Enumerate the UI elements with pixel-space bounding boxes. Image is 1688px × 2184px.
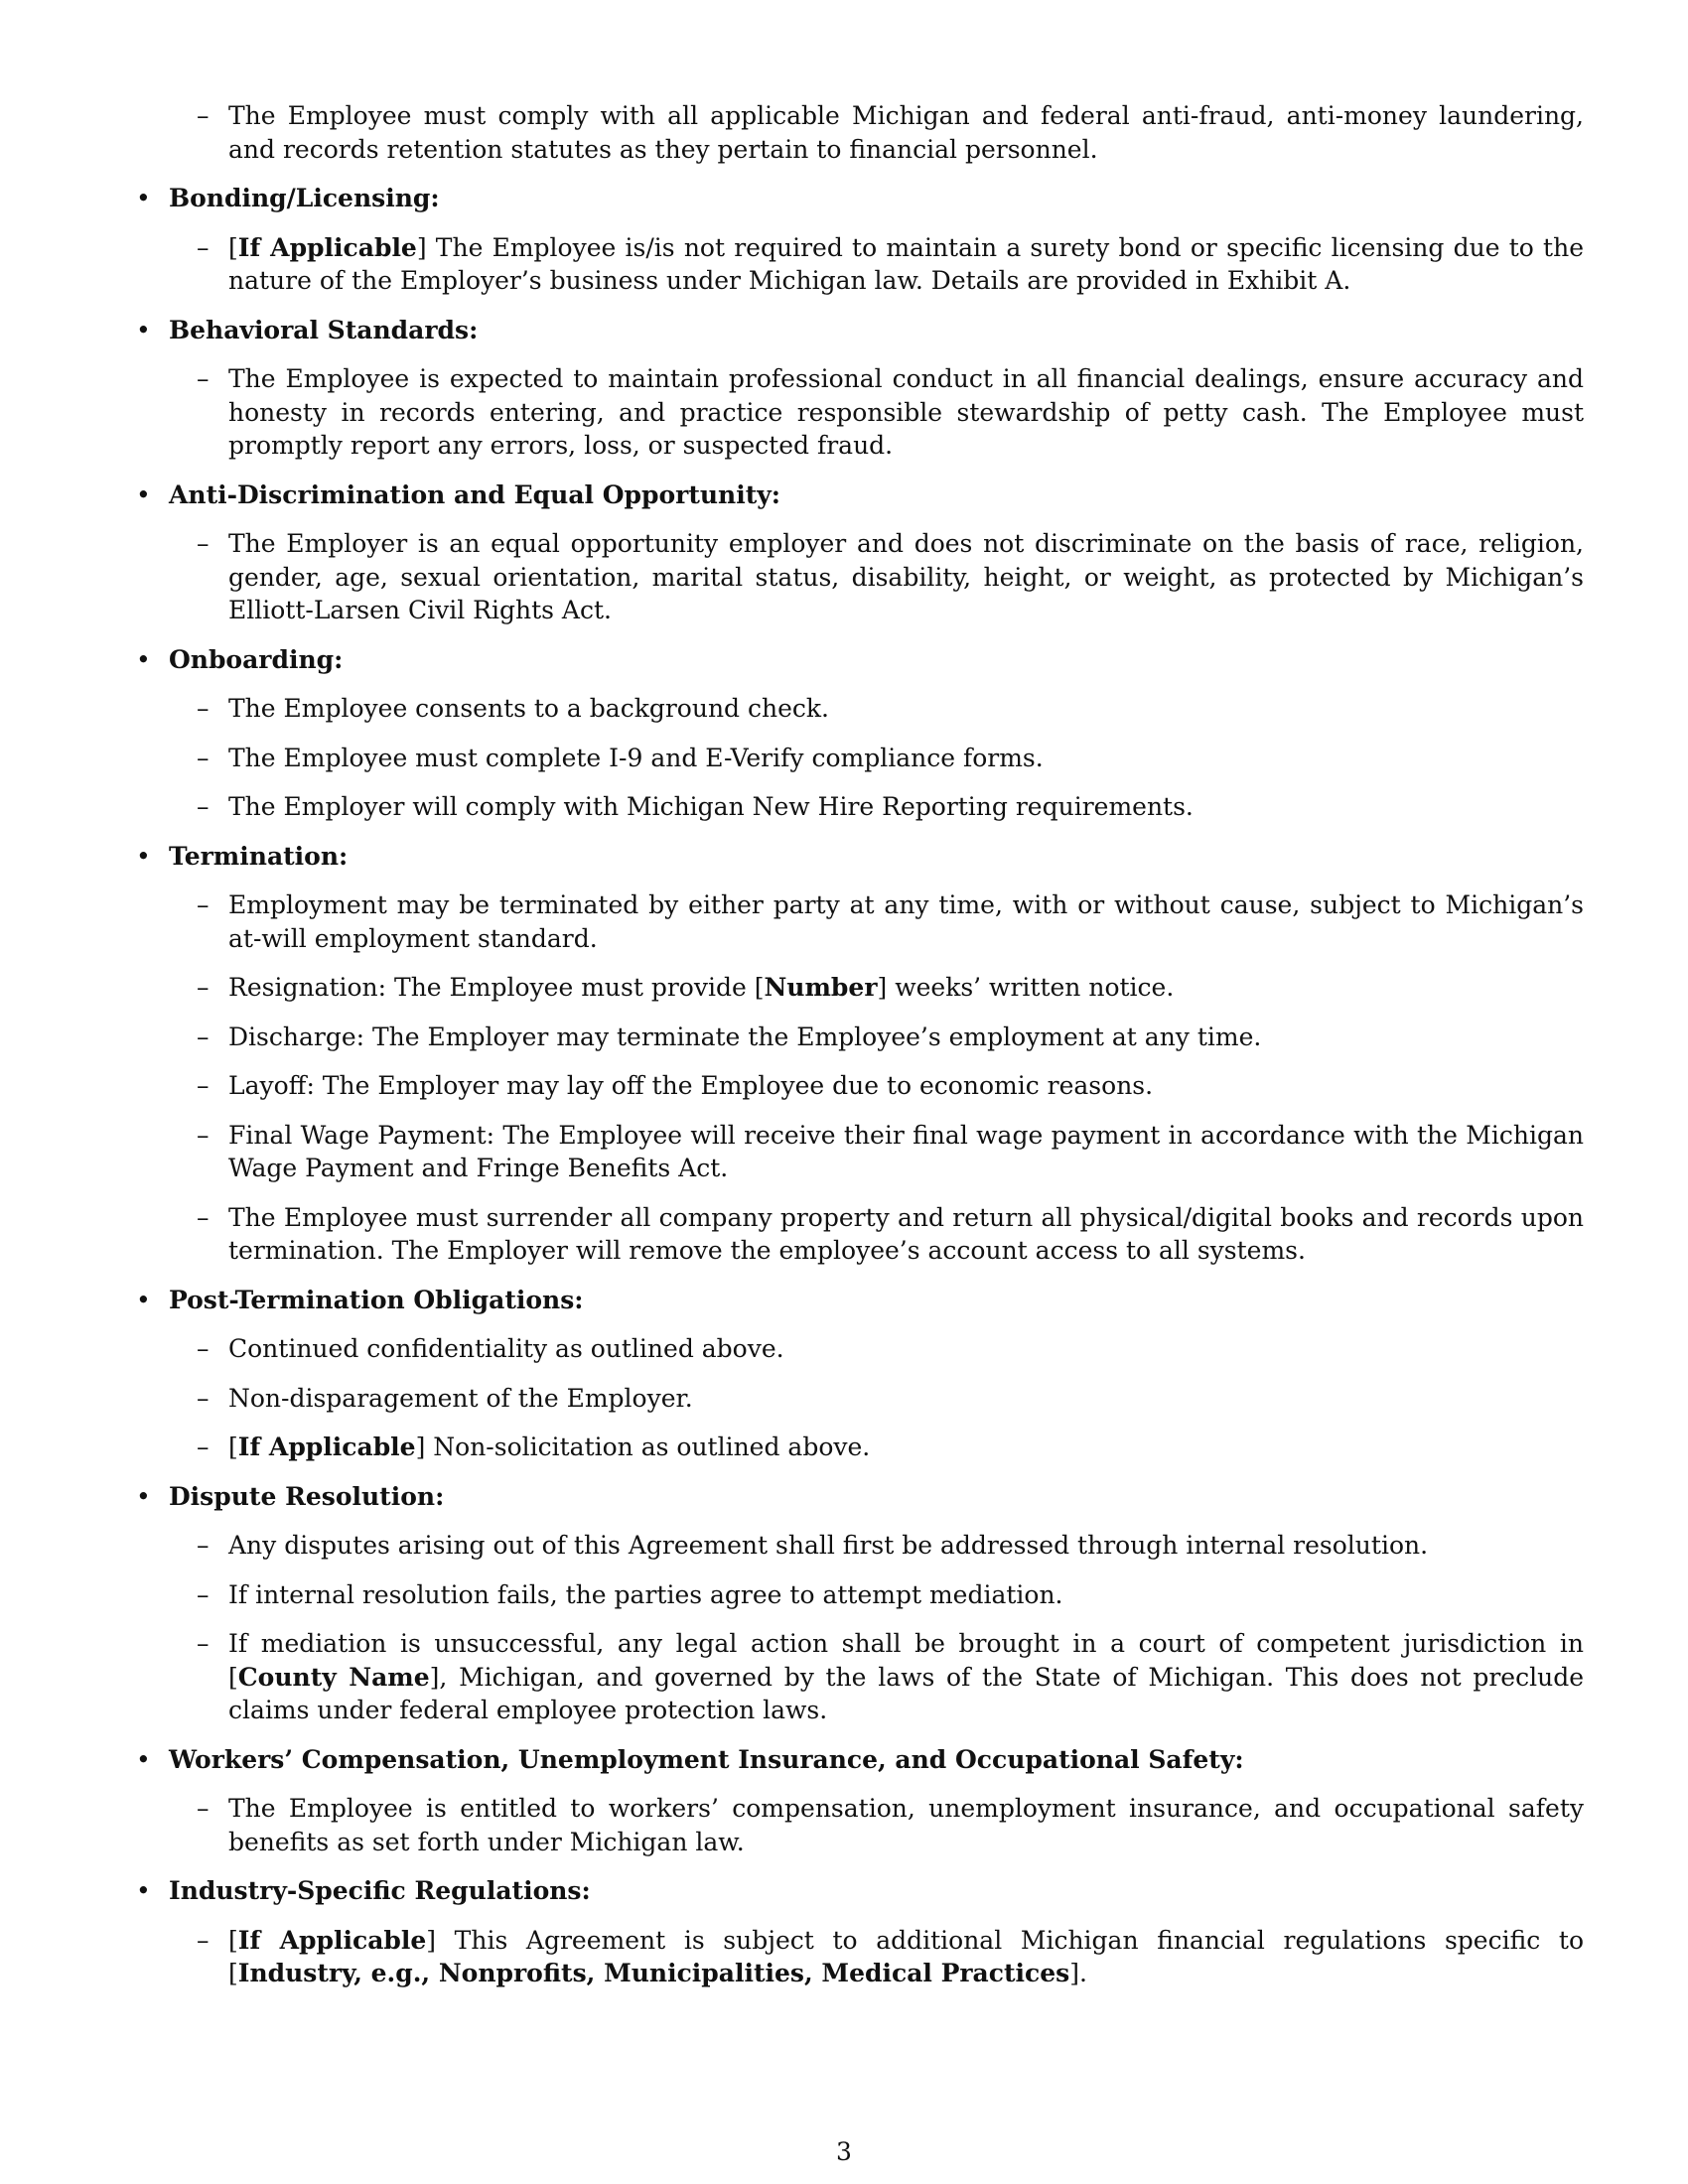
item-text: ] The Employee is/is not required to maintain a surety bond or specific licensing due to the nature of the Employer’s business under Michigan law. Details are provided in Exhibit A. — [228, 232, 1584, 295]
item-text: Final Wage Payment: The Employee will receive their final wage payment in accordance with the Michigan Wage Payment and Fringe Benefits Act. — [228, 1120, 1584, 1182]
section — [134, 314, 1584, 463]
dash-marker: – — [197, 890, 210, 919]
section-title: Workers’ Compensation, Unemployment Insurance, and Occupational Safety: — [169, 1744, 1244, 1774]
dash-marker: – — [197, 101, 210, 130]
item-text: The Employee is expected to maintain professional conduct in all financial dealings, ensure accuracy and honesty in records entering, and practice responsible stewardship of petty cash. The Employee must promptly report any errors, loss, or suspected fraud. — [228, 364, 1584, 460]
item-text: Any disputes arising out of this Agreement shall first be addressed through internal resolution. — [228, 1531, 1429, 1560]
lead-item-list — [134, 99, 1584, 166]
page-number: 3 — [836, 2137, 852, 2166]
placeholder-text: If Applicable — [237, 1433, 416, 1461]
item-text: [ — [228, 232, 238, 262]
list-item — [134, 1431, 1584, 1464]
item-text: The Employee must complete I-9 and E-Verify compliance forms. — [228, 743, 1044, 772]
section-title: Dispute Resolution: — [169, 1481, 445, 1511]
list-item — [134, 1069, 1584, 1103]
section — [134, 643, 1584, 824]
dash-marker: – — [197, 1433, 210, 1461]
section-items — [169, 231, 1584, 298]
section-title: Industry-Specific Regulations: — [169, 1876, 591, 1905]
item-text: ]. — [1069, 1959, 1087, 1987]
section-title: Anti-Discrimination and Equal Opportunity: — [169, 479, 781, 509]
list-item — [134, 1332, 1584, 1366]
placeholder-text: If Applicable — [237, 232, 417, 262]
list-item — [134, 362, 1584, 463]
dash-marker: – — [197, 1022, 210, 1051]
list-item — [134, 1382, 1584, 1416]
item-text: [ — [228, 1925, 238, 1955]
item-text: ], Michigan, and governed by the laws of the State of Michigan. This does not preclude claims under federal employee protection laws. — [228, 1662, 1584, 1724]
dash-marker: – — [197, 1383, 210, 1413]
item-text: Continued confidentiality as outlined above. — [228, 1334, 784, 1363]
bullet-marker: • — [136, 1285, 151, 1314]
list-item — [134, 231, 1584, 298]
item-text: The Employee consents to a background check. — [228, 694, 829, 723]
dash-marker: – — [197, 694, 210, 723]
dash-marker: – — [197, 1794, 210, 1823]
section-title: Termination: — [169, 841, 349, 871]
section-items — [169, 888, 1584, 1268]
item-text: If internal resolution fails, the parties agree to attempt mediation. — [228, 1579, 1063, 1609]
item-text: The Employer is an equal opportunity employer and does not discriminate on the basis of race, religion, gender, age, sexual orientation, marital status, disability, height, or weight, as protected by Michigan’s Elliott-Larsen Civil Rights Act. — [228, 529, 1584, 624]
dash-marker: – — [197, 1629, 210, 1658]
list-item — [134, 1119, 1584, 1185]
section-items — [169, 692, 1584, 824]
list-item — [134, 1924, 1584, 1990]
document-body — [134, 99, 1584, 2006]
placeholder-text: Number — [764, 973, 878, 1002]
section — [134, 1874, 1584, 1990]
list-item — [134, 1792, 1584, 1858]
section — [134, 840, 1584, 1268]
list-item — [134, 888, 1584, 955]
item-text: ] This Agreement is subject to additional Michigan financial regulations specific to [ — [228, 1925, 1584, 1987]
bullet-marker: • — [136, 1481, 151, 1511]
bullet-marker: • — [136, 1744, 151, 1774]
dash-marker: – — [197, 973, 210, 1002]
dash-marker: – — [197, 1925, 210, 1955]
item-text: ] weeks’ written notice. — [877, 973, 1175, 1002]
bullet-marker: • — [136, 1876, 151, 1905]
bullet-marker: • — [136, 479, 151, 509]
dash-marker: – — [197, 1531, 210, 1560]
item-text: If mediation is unsuccessful, any legal action shall be brought in a court of competent jurisdiction in [ — [228, 1629, 1584, 1692]
section-title: Bonding/Licensing: — [169, 184, 440, 212]
section-title: Post-Termination Obligations: — [169, 1285, 584, 1314]
item-text: Discharge: The Employer may terminate the Employee’s employment at any time. — [228, 1022, 1262, 1051]
dash-marker: – — [197, 792, 210, 821]
item-text: The Employee is entitled to workers’ compensation, unemployment insurance, and occupational safety benefits as set forth under Michigan law. — [228, 1794, 1584, 1856]
placeholder-text: If Applicable — [237, 1925, 427, 1955]
section — [134, 1284, 1584, 1464]
section-items — [169, 527, 1584, 627]
dash-marker: – — [197, 743, 210, 772]
section-items — [169, 1529, 1584, 1727]
dash-marker: – — [197, 1579, 210, 1609]
item-text: ] Non-solicitation as outlined above. — [415, 1433, 871, 1461]
section — [134, 478, 1584, 627]
section — [134, 1480, 1584, 1727]
list-item — [134, 971, 1584, 1005]
item-text: The Employee must surrender all company property and return all physical/digital books and records upon termination. The Employer will remove the employee’s account access to all systems. — [228, 1202, 1584, 1265]
dash-marker: – — [197, 529, 210, 558]
dash-marker: – — [197, 1202, 210, 1232]
section-title: Onboarding: — [169, 644, 344, 674]
section-items — [169, 1332, 1584, 1464]
bullet-marker: • — [136, 184, 151, 212]
bullet-marker: • — [136, 644, 151, 674]
placeholder-text: Industry, e.g., Nonprofits, Municipalities, Medical Practices — [237, 1959, 1070, 1987]
item-text: The Employer will comply with Michigan New Hire Reporting requirements. — [228, 792, 1194, 821]
list-item — [134, 1627, 1584, 1727]
item-text: [ — [228, 1433, 238, 1461]
dash-marker: – — [197, 364, 210, 393]
bullet-marker: • — [136, 315, 151, 344]
item-text: Employment may be terminated by either party at any time, with or without cause, subject to Michigan’s at-will employment standard. — [228, 890, 1584, 953]
item-text: Layoff: The Employer may lay off the Employee due to economic reasons. — [228, 1071, 1154, 1100]
list-item — [134, 692, 1584, 726]
bullet-marker: • — [136, 841, 151, 871]
item-text: Resignation: The Employee must provide [ — [228, 973, 765, 1002]
section — [134, 1743, 1584, 1859]
list-item — [134, 1578, 1584, 1612]
section — [134, 182, 1584, 298]
dash-marker: – — [197, 1120, 210, 1150]
list-item — [134, 1021, 1584, 1054]
section-title: Behavioral Standards: — [169, 315, 479, 344]
item-text: The Employee must comply with all applicable Michigan and federal anti-fraud, anti-money laundering, and records retention statutes as they pertain to financial personnel. — [228, 101, 1584, 164]
placeholder-text: County Name — [237, 1662, 430, 1692]
section-items — [169, 1792, 1584, 1858]
section-items — [169, 362, 1584, 463]
list-item — [134, 742, 1584, 775]
list-item — [134, 790, 1584, 824]
dash-marker: – — [197, 1334, 210, 1363]
list-item — [134, 99, 1584, 166]
item-text: Non-disparagement of the Employer. — [228, 1383, 693, 1413]
list-item — [134, 1201, 1584, 1268]
list-item — [134, 527, 1584, 627]
section-items — [169, 1924, 1584, 1990]
section-list — [134, 182, 1584, 1990]
dash-marker: – — [197, 1071, 210, 1100]
list-item — [134, 1529, 1584, 1563]
dash-marker: – — [197, 232, 210, 262]
